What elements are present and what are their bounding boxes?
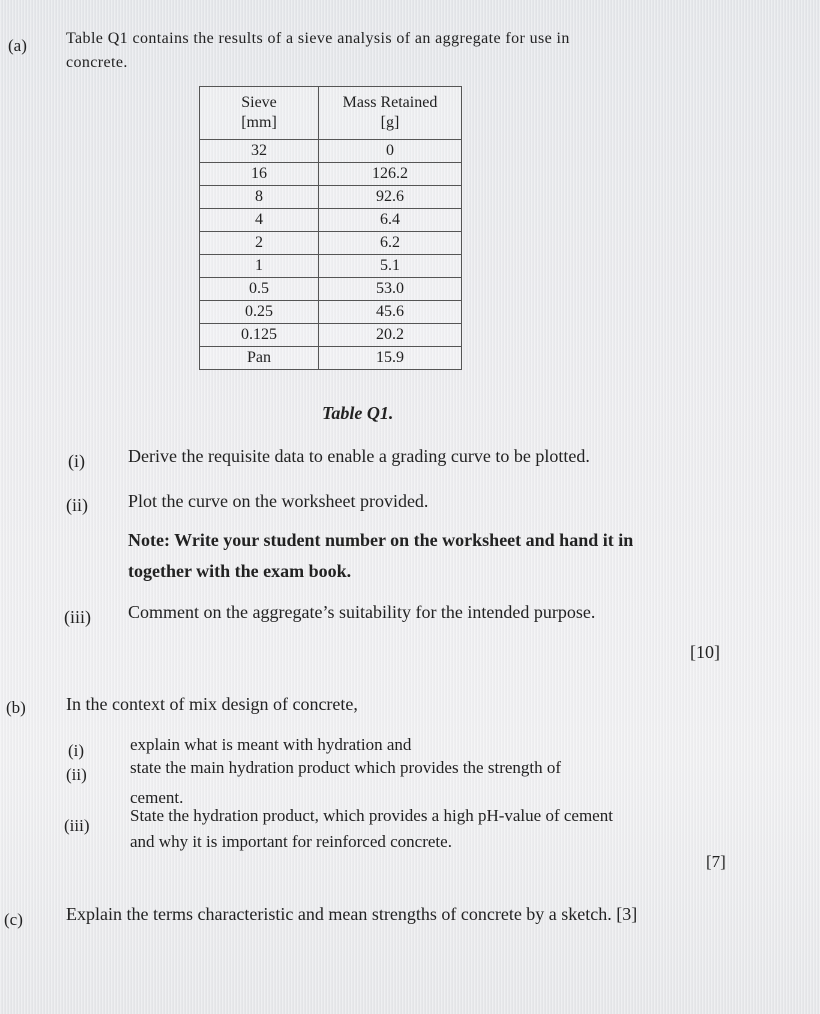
table-row	[200, 347, 462, 370]
header-mass-line1: Mass Retained	[342, 94, 438, 111]
header-sieve	[200, 87, 319, 140]
header-mass	[319, 87, 462, 140]
sieve-size-cell: 2	[200, 232, 319, 255]
table-row	[200, 163, 462, 186]
header-mass-line2: [g]	[380, 114, 400, 131]
part-b-ii-text-line2: cement.	[130, 788, 184, 807]
sieve-size-cell: 0.125	[200, 324, 319, 347]
mass-retained-cell: 45.6	[319, 301, 462, 324]
part-a-intro-line2: concrete.	[66, 54, 128, 71]
part-b-ii-label: (ii)	[66, 765, 87, 784]
table-row	[200, 209, 462, 232]
mass-retained-cell: 92.6	[319, 186, 462, 209]
mass-retained-cell: 53.0	[319, 278, 462, 301]
sieve-size-cell: 1	[200, 255, 319, 278]
part-a-iii-label: (iii)	[64, 607, 91, 627]
table-row	[200, 324, 462, 347]
sieve-size-cell: 0.5	[200, 278, 319, 301]
part-a-marks: [10]	[690, 642, 720, 662]
table-row	[200, 301, 462, 324]
sieve-size-cell: 4	[200, 209, 319, 232]
header-sieve-line2: [mm]	[241, 114, 277, 131]
part-a-iii-text: Comment on the aggregate’s suitability for the intended purpose.	[128, 602, 596, 622]
part-a-i-label: (i)	[68, 451, 85, 471]
table-caption: Table Q1.	[322, 403, 394, 423]
part-b-ii-text-line1: state the main hydration product which provides the strength of	[130, 758, 562, 777]
part-b-iii-label: (iii)	[64, 816, 90, 835]
sieve-size-cell: 8	[200, 186, 319, 209]
table-row	[200, 278, 462, 301]
mass-retained-cell: 126.2	[319, 163, 462, 186]
mass-retained-cell: 5.1	[319, 255, 462, 278]
part-a-ii-label: (ii)	[66, 495, 88, 515]
part-a-label: (a)	[8, 36, 27, 55]
part-b-iii-text-line1: State the hydration product, which provides a high pH-value of cement	[130, 806, 613, 825]
mass-retained-cell: 15.9	[319, 347, 462, 370]
table-row	[200, 232, 462, 255]
sieve-size-cell: 32	[200, 140, 319, 163]
note-line1: Note: Write your student number on the worksheet and hand it in	[128, 530, 634, 550]
table-row	[200, 186, 462, 209]
sieve-table	[199, 86, 462, 370]
part-b-intro: In the context of mix design of concrete,	[66, 694, 358, 714]
part-c-label: (c)	[4, 910, 23, 929]
part-b-i-label: (i)	[68, 741, 85, 760]
note-line2: together with the exam book.	[128, 561, 352, 581]
mass-retained-cell: 20.2	[319, 324, 462, 347]
part-b-iii-text-line2: and why it is important for reinforced concrete.	[130, 832, 452, 851]
mass-retained-cell: 6.4	[319, 209, 462, 232]
part-c-text: Explain the terms characteristic and mean strengths of concrete by a sketch. [3]	[66, 904, 638, 924]
part-b-i-text: explain what is meant with hydration and	[130, 735, 412, 754]
part-a-ii-text: Plot the curve on the worksheet provided.	[128, 491, 429, 511]
table-header-row	[200, 87, 462, 140]
sieve-size-cell: Pan	[200, 347, 319, 370]
table-row	[200, 255, 462, 278]
mass-retained-cell: 0	[319, 140, 462, 163]
mass-retained-cell: 6.2	[319, 232, 462, 255]
table-row	[200, 140, 462, 163]
sieve-size-cell: 16	[200, 163, 319, 186]
sieve-size-cell: 0.25	[200, 301, 319, 324]
header-sieve-line1: Sieve	[241, 94, 277, 111]
part-b-label: (b)	[6, 698, 26, 717]
part-b-marks: [7]	[706, 852, 726, 871]
part-a-intro-line1: Table Q1 contains the results of a sieve analysis of an aggregate for use in	[66, 30, 570, 47]
part-a-i-text: Derive the requisite data to enable a grading curve to be plotted.	[128, 446, 590, 466]
